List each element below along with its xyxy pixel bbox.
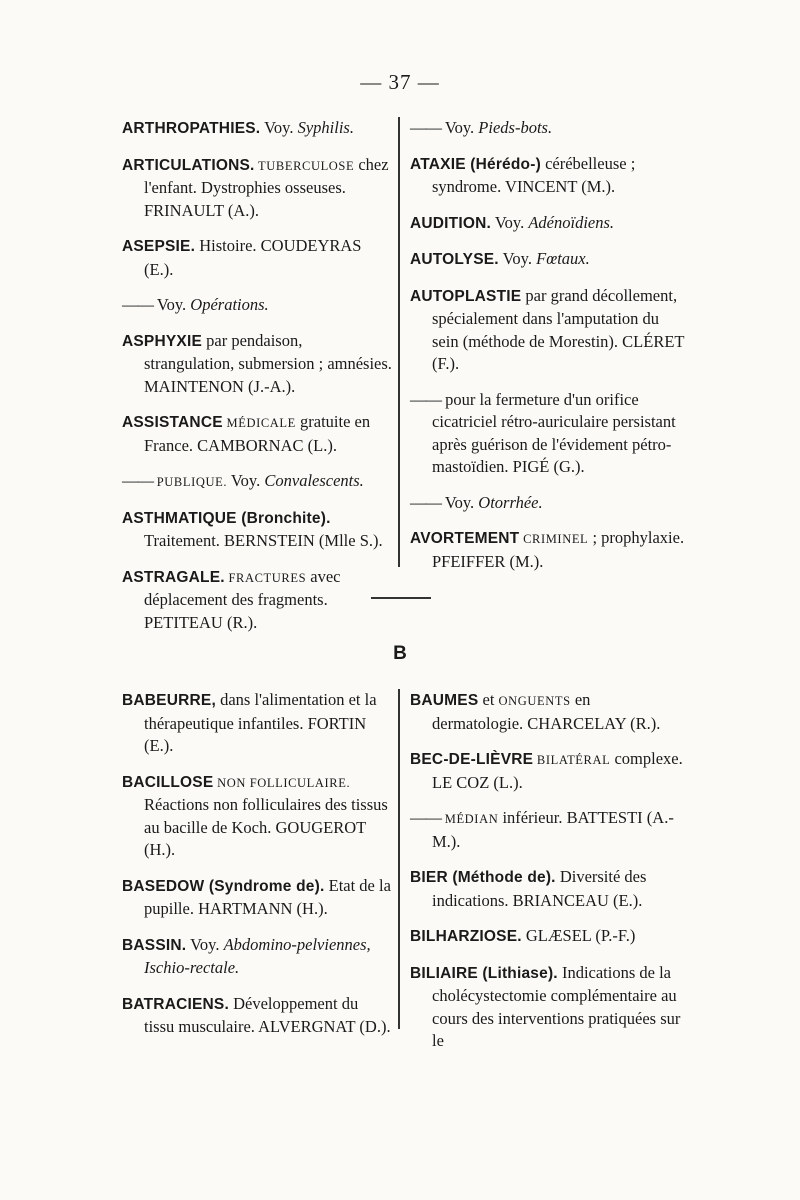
entry-heading: BASEDOW (Syndrome de). (122, 877, 325, 895)
entry-text: et (478, 690, 499, 709)
entry-italic: Syphilis. (297, 118, 354, 137)
entry-heading: AVORTEMENT (410, 530, 520, 547)
entry-heading: ARTHROPATHIES. (122, 120, 261, 137)
index-entry (410, 748, 685, 794)
left-column-a (122, 117, 392, 647)
index-entry (410, 285, 685, 376)
index-entry (410, 689, 685, 735)
entry-text: Etat de la pupille. HARTMANN (H.). (144, 875, 391, 918)
index-entry (122, 154, 392, 223)
entry-heading: ASTHMATIQUE (Bronchite). (122, 509, 331, 527)
section-b (0, 689, 800, 1049)
entry-heading: BABEURRE, (122, 692, 216, 709)
entry-text: Voy. (498, 249, 537, 268)
entry-text: en dermatologie. CHARCELAY (R.). (432, 690, 661, 733)
entry-heading: AUDITION. (410, 214, 492, 232)
index-entry (122, 993, 392, 1039)
index-entry (410, 212, 685, 236)
index-entry (122, 117, 392, 141)
entry-text: dans l'alimentation et la thérapeutique infantiles. FORTIN (E.). (144, 690, 377, 755)
right-column-a (410, 117, 685, 586)
index-entry (122, 934, 392, 980)
entry-heading: BILIAIRE (Lithiase). (410, 964, 558, 982)
entry-smallcaps: NON FOLLICULAIRE. (213, 775, 351, 790)
section-letter: B (393, 643, 407, 664)
entry-text: Diversité des indications. BRIANCEAU (E.). (432, 867, 647, 910)
entry-smallcaps: TUBERCULOSE (254, 158, 355, 173)
entry-heading: AUTOLYSE. (410, 251, 499, 268)
index-entry (122, 689, 392, 758)
entry-text: chez l'enfant. Dystrophies osseuses. FRINAULT (A.). (144, 154, 389, 220)
entry-italic: Fœtaux. (536, 249, 590, 268)
index-entry (410, 117, 685, 140)
entry-dash: —— (122, 295, 153, 314)
entry-smallcaps: PUBLIQUE. (153, 475, 228, 489)
entry-text: cérébelleuse ; syndrome. VINCENT (M.). (432, 153, 636, 196)
entry-heading: BACILLOSE (122, 773, 214, 791)
entry-italic: Convalescents. (264, 471, 364, 490)
entry-text: ; prophylaxie. PFEIFFER (M.). (432, 528, 685, 571)
entry-italic: Opérations. (190, 295, 269, 314)
right-column-b (410, 689, 685, 1066)
entry-text: inférieur. BATTESTI (A.-M.). (432, 808, 674, 851)
index-entry (122, 566, 392, 635)
entry-text: Voy. (186, 934, 224, 954)
entry-heading: ASTRAGALE. (122, 568, 225, 586)
entry-heading: BAUMES (410, 692, 479, 709)
index-entry (410, 389, 685, 479)
index-entry (122, 294, 392, 317)
entry-text: Voy. (260, 118, 298, 137)
entry-text: Développement du tissu musculaire. ALVERGNAT (D.). (144, 993, 391, 1036)
entry-heading: BIER (Méthode de). (410, 869, 556, 886)
entry-smallcaps: BILATÉRAL (533, 753, 611, 767)
entry-text: Voy. (227, 471, 265, 490)
entry-text: Traitement. BERNSTEIN (Mlle S.). (144, 531, 383, 550)
entry-italic: Otorrhée. (478, 492, 543, 512)
entry-dash: —— (410, 808, 441, 827)
entry-heading: ASEPSIE. (122, 238, 196, 255)
entry-heading: ARTICULATIONS. (122, 156, 255, 174)
entry-dash: —— (410, 492, 441, 512)
entry-text: par grand décollement, spécialement dans l'amputation du sein (méthode de Morestin). CLÉRET (F.). (432, 285, 685, 373)
entry-text: Voy. (441, 118, 479, 137)
entry-text: Histoire. COUDEYRAS (E.). (144, 236, 362, 279)
entry-smallcaps: MÉDICALE (222, 416, 296, 430)
entry-dash: —— (122, 471, 153, 490)
index-entry (410, 527, 685, 573)
entry-text: par pendaison, strangulation, submersion ; amnésies. MAINTENON (J.-A.). (144, 330, 392, 396)
entry-dash: —— (410, 118, 441, 137)
column-rule-b (398, 689, 400, 1029)
entry-heading: BILHARZIOSE. (410, 928, 522, 945)
entry-text: pour la fermeture d'un orifice cicatriciel rétro-auriculaire persistant après guérison de l'évidement pétro-mastoïdien. PIGÉ (G.). (432, 389, 676, 476)
entry-text: Voy. (491, 212, 529, 232)
index-entry (122, 771, 392, 862)
entry-italic: Pieds-bots. (478, 118, 553, 137)
entry-heading: BATRACIENS. (122, 995, 229, 1013)
page-number: — 37 — (360, 70, 440, 94)
left-column-b (122, 689, 392, 1052)
entry-text: Réactions non folliculaires des tissus au bacille de Koch. GOUGEROT (H.). (144, 795, 388, 859)
entry-italic: Adénoïdiens. (528, 212, 615, 232)
index-entry (410, 866, 685, 912)
index-entry (410, 962, 685, 1053)
entry-text: Voy. (153, 295, 191, 314)
index-entry (410, 153, 685, 199)
index-entry (410, 925, 685, 949)
entry-heading: BEC-DE-LIÈVRE (410, 751, 534, 768)
index-entry (122, 875, 392, 921)
entry-text: complexe. LE COZ (L.). (432, 749, 683, 792)
entry-text: Indications de la cholécystectomie complémentaire au cours des interventions pratiquées sur le (432, 962, 681, 1050)
index-entry (122, 470, 392, 494)
entry-heading: BASSIN. (122, 936, 187, 954)
entry-italic: Abdomino-pelviennes, Ischio-rectale. (144, 934, 371, 977)
entry-text: avec déplacement des fragments. PETITEAU (R.). (144, 566, 341, 632)
index-entry (410, 248, 685, 272)
index-entry (410, 807, 685, 853)
index-entry (122, 507, 392, 553)
entry-heading: ATAXIE (Hérédo-) (410, 155, 541, 173)
section-separator (371, 597, 431, 599)
entry-smallcaps: MÉDIAN (441, 812, 499, 826)
entry-smallcaps: ONGUENTS (498, 694, 571, 708)
entry-smallcaps: CRIMINEL (519, 532, 589, 546)
section-a (0, 117, 800, 632)
entry-smallcaps: FRACTURES (224, 570, 307, 585)
index-entry (122, 235, 392, 281)
entry-heading: ASPHYXIE (122, 332, 202, 350)
index-entry (410, 492, 685, 515)
entry-text: gratuite en France. CAMBORNAC (L.). (144, 412, 371, 455)
entry-dash: —— (410, 389, 441, 409)
entry-heading: ASSISTANCE (122, 414, 223, 431)
entry-text: Voy. (441, 492, 479, 512)
index-entry (122, 330, 392, 399)
entry-text: GLÆSEL (P.-F.) (521, 926, 636, 945)
index-entry (122, 411, 392, 457)
column-rule-a (398, 117, 400, 567)
entry-heading: AUTOPLASTIE (410, 287, 522, 305)
